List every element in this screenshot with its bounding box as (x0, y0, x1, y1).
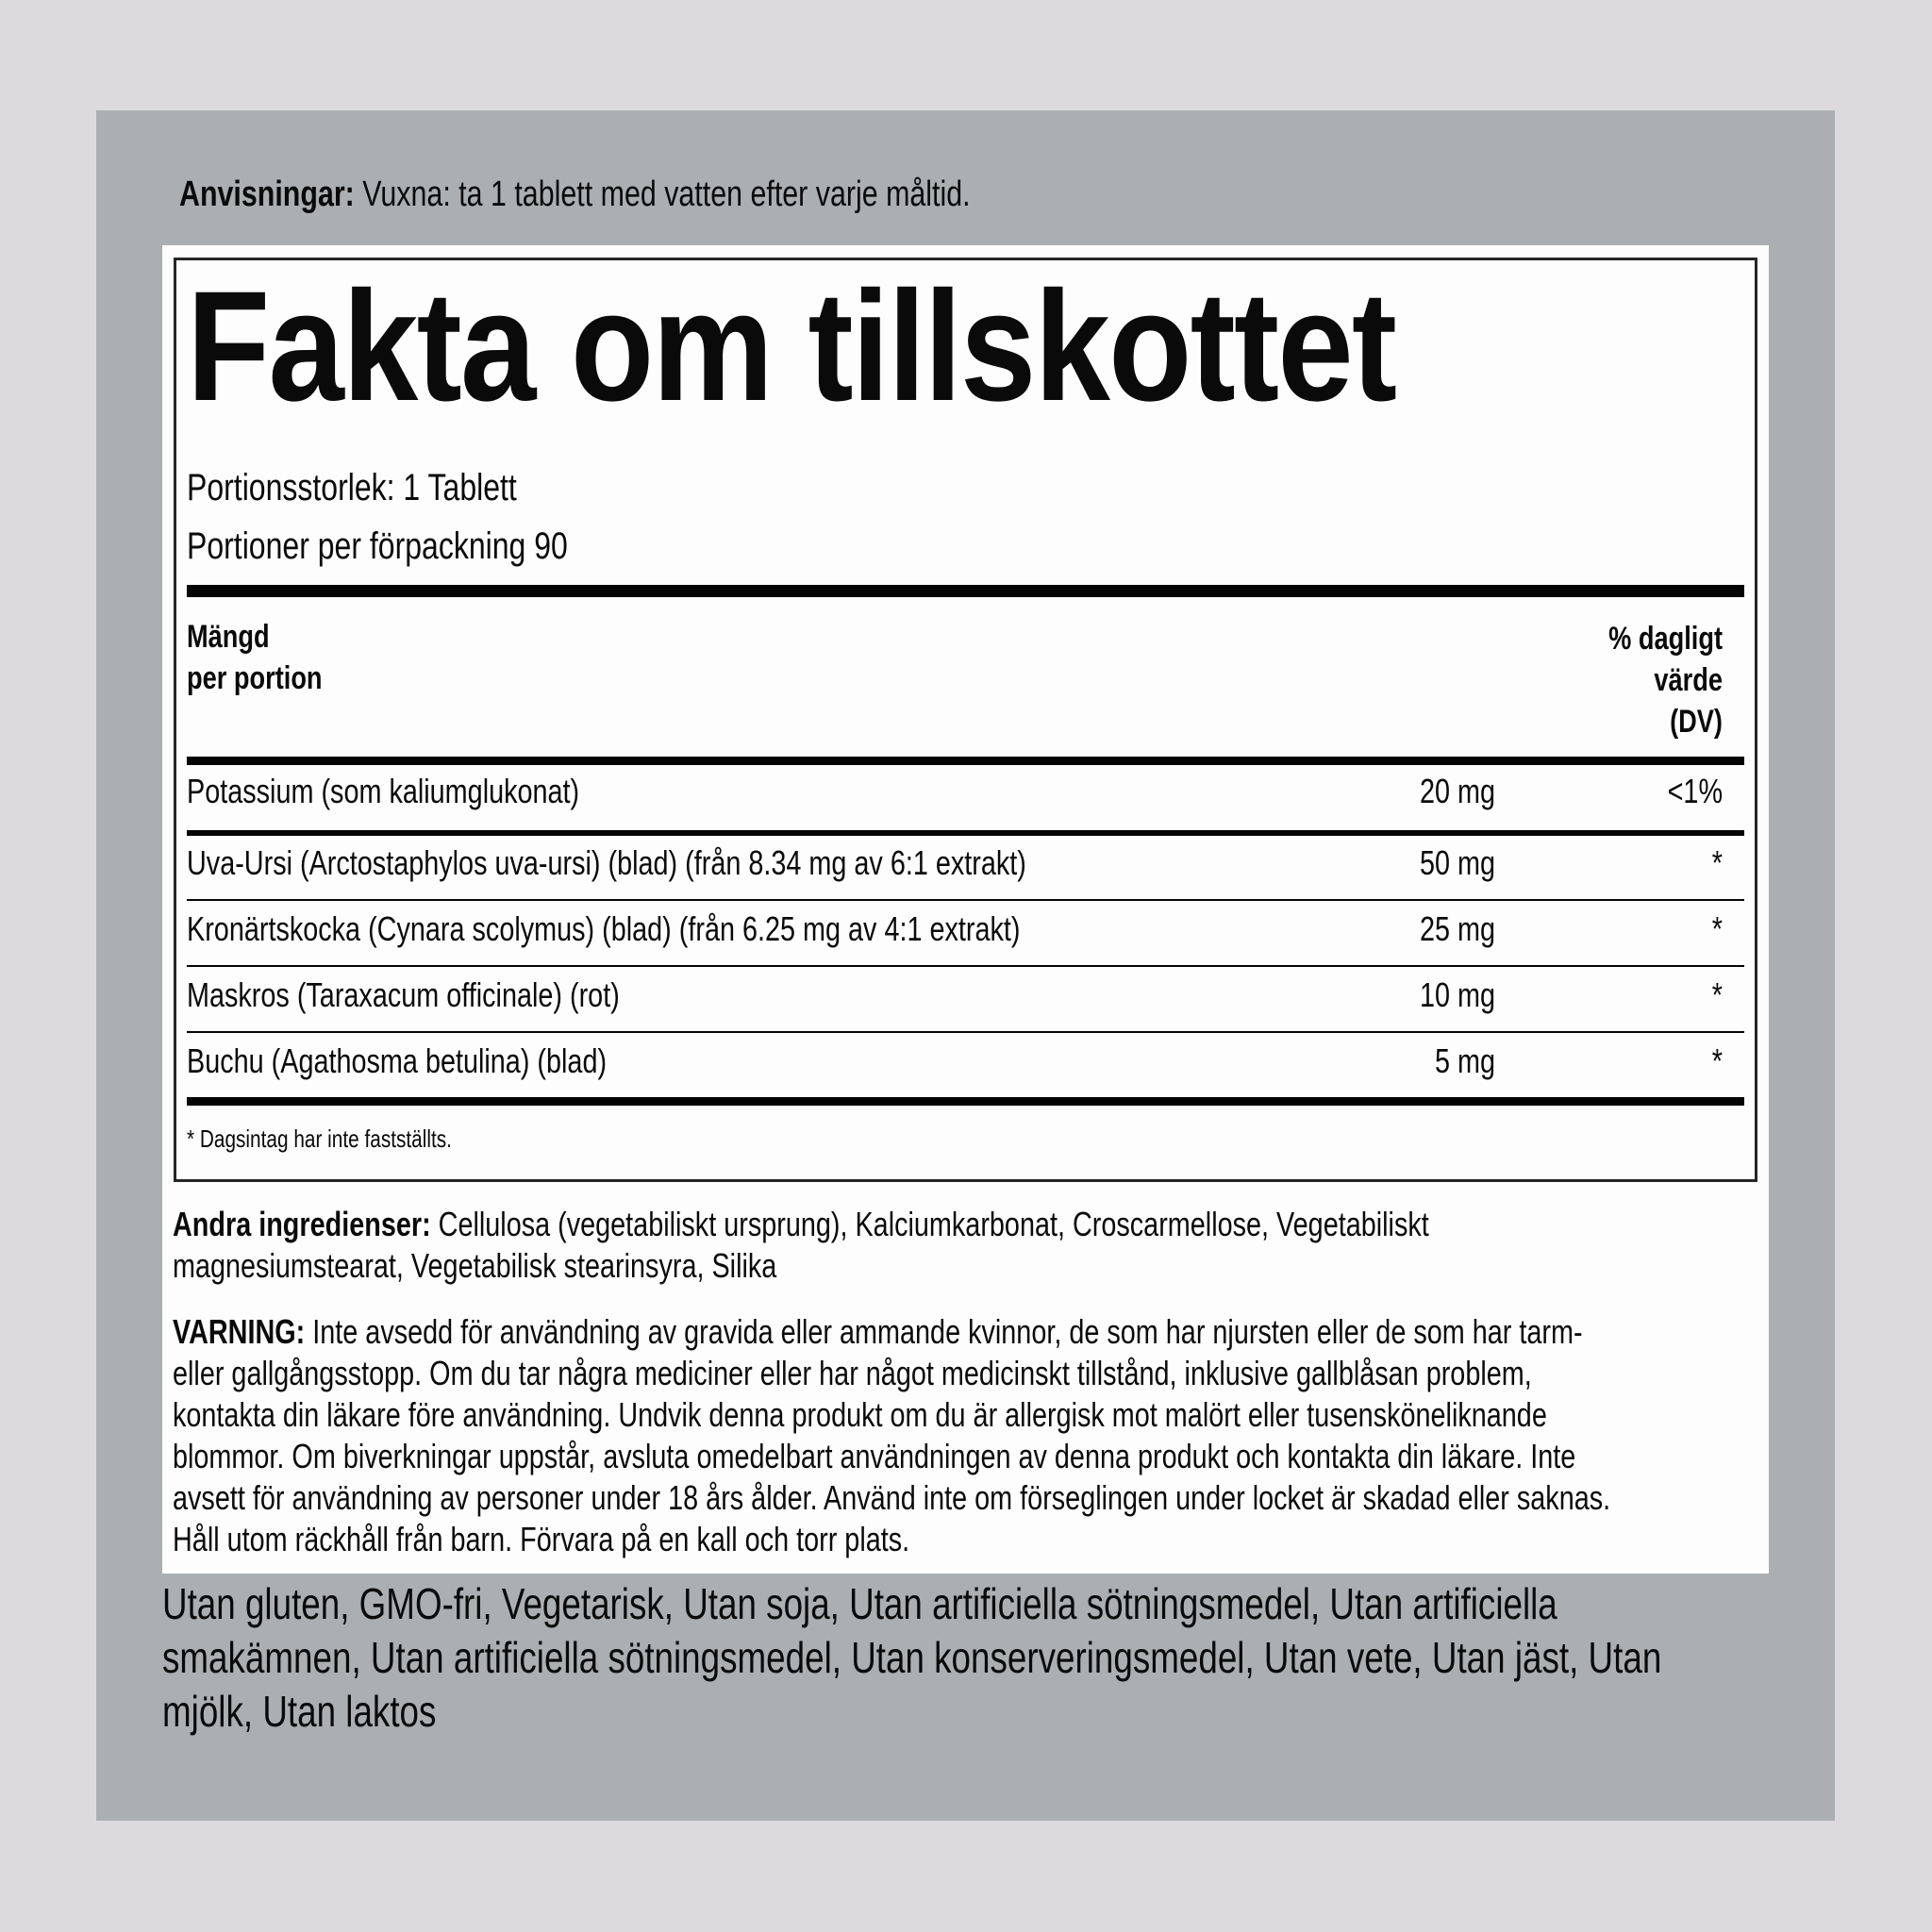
free-from-claims (162, 1577, 1755, 1739)
warning-text: avsett för användning av personer under 18 års ålder. Använd inte om förseglingen under locket är skadad eller saknas. (173, 1478, 1611, 1517)
nutrient-amount: 20 mg (1419, 772, 1495, 810)
directions (179, 174, 971, 215)
nutrient-dv: <1% (1667, 772, 1723, 810)
free-from-text: Utan gluten, GMO-fri, Vegetarisk, Utan soja, Utan artificiella sötningsmedel, Utan artificiella (162, 1579, 1557, 1628)
nutrient-dv: * (1711, 843, 1723, 882)
serving-size: Portionsstorlek: 1 Tablett (187, 467, 517, 508)
row-divider (187, 965, 1744, 967)
warning-text: kontakta din läkare före användning. Undvik denna produkt om du är allergisk mot malört eller tusensköneliknande (173, 1395, 1547, 1434)
warning-text: eller gallgångsstopp. Om du tar några mediciner eller har något medicinskt tillstånd, inklusive gallblåsan problem, (173, 1354, 1532, 1392)
thick-divider (187, 585, 1744, 597)
nutrient-name: Kronärtskocka (Cynara scolymus) (blad) (från 6.25 mg av 4:1 extrakt) (187, 909, 1021, 948)
nutrient-name: Uva-Ursi (Arctostaphylos uva-ursi) (blad) (från 8.34 mg av 6:1 extrakt) (187, 843, 1026, 882)
other-ingredients-text: magnesiumstearat, Vegetabilisk stearinsyra, Silika (173, 1246, 777, 1285)
row-divider (187, 830, 1744, 836)
footnote: * Dagsintag har inte fastställts. (187, 1124, 452, 1153)
warning-text: Inte avsedd för användning av gravida eller ammande kvinnor, de som har njursten eller de som har tarm- (305, 1312, 1583, 1351)
directions-label: Anvisningar: (179, 175, 355, 214)
row-divider (187, 1031, 1744, 1033)
other-ingredients-text: Cellulosa (vegetabiliskt ursprung), Kalciumkarbonat, Croscarmellose, Vegetabiliskt (430, 1205, 1429, 1243)
dv-header (1496, 618, 1723, 742)
nutrient-name: Buchu (Agathosma betulina) (blad) (187, 1041, 608, 1080)
amount-header-line1: Mängd (187, 619, 270, 655)
amount-header-line2: per portion (187, 660, 323, 696)
directions-text: Vuxna: ta 1 tablett med vatten efter varje måltid. (354, 175, 971, 214)
nutrient-amount: 50 mg (1419, 843, 1495, 882)
free-from-text: mjölk, Utan laktos (162, 1687, 437, 1736)
nutrient-name: Maskros (Taraxacum officinale) (rot) (187, 975, 620, 1014)
dv-header-line3: (DV) (1670, 704, 1723, 740)
facts-title: Fakta om tillskottet (187, 259, 1396, 434)
other-ingredients (173, 1204, 1463, 1287)
nutrient-dv: * (1711, 975, 1723, 1014)
warning (173, 1311, 1611, 1560)
nutrient-amount: 25 mg (1419, 909, 1495, 948)
nutrient-dv: * (1711, 1041, 1723, 1080)
nutrient-name: Potassium (som kaliumglukonat) (187, 772, 580, 810)
warning-text: blommor. Om biverkningar uppstår, avsluta omedelbart användningen av denna produkt och kontakta din läkare. Inte (173, 1437, 1576, 1475)
nutrient-amount: 10 mg (1419, 975, 1495, 1014)
warning-label: VARNING: (173, 1312, 306, 1351)
row-divider (187, 899, 1744, 901)
nutrient-dv: * (1711, 909, 1723, 948)
header-divider (187, 757, 1744, 765)
dv-header-line2: värde (1654, 662, 1723, 698)
other-ingredients-label: Andra ingredienser: (173, 1205, 431, 1243)
thick-divider (187, 1097, 1744, 1106)
warning-text: Håll utom räckhåll från barn. Förvara på en kall och torr plats. (173, 1520, 910, 1558)
dv-header-line1: % dagligt (1608, 621, 1723, 657)
servings-per-container: Portioner per förpackning 90 (187, 525, 568, 567)
nutrient-amount: 5 mg (1434, 1041, 1495, 1080)
free-from-text: smakämnen, Utan artificiella sötningsmedel, Utan konserveringsmedel, Utan vete, Utan jäst, Utan (162, 1633, 1662, 1682)
